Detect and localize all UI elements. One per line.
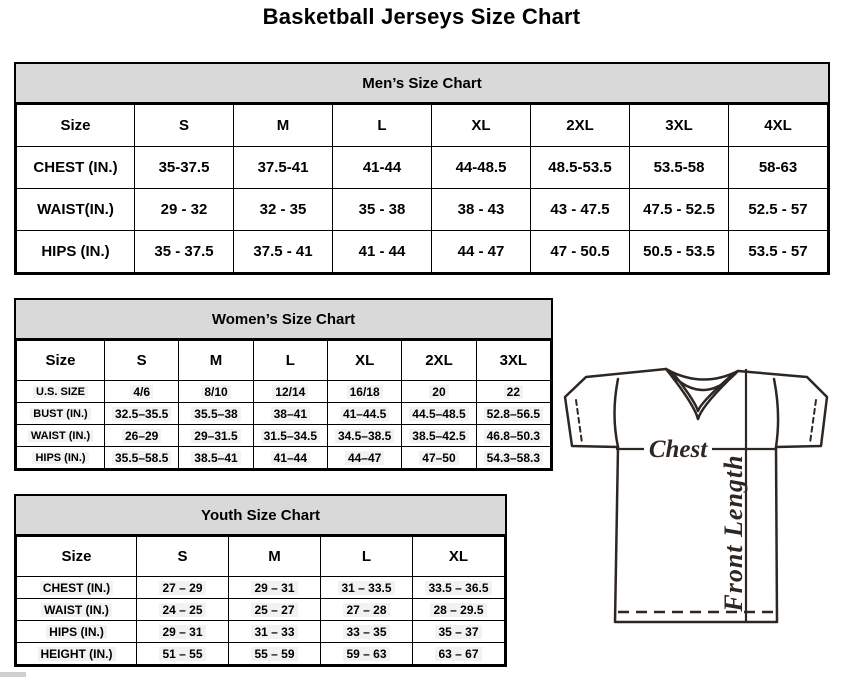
size-value-cell — [476, 403, 550, 425]
size-value-cell — [105, 425, 179, 447]
size-value-cell — [327, 403, 401, 425]
youth-chart-header: Youth Size Chart — [16, 496, 505, 536]
column-header: 3XL — [476, 341, 550, 381]
column-header: L — [253, 341, 327, 381]
size-value: 29–31.5 — [191, 429, 240, 443]
chest-label: Chest — [648, 436, 708, 463]
size-value-cell — [432, 231, 531, 273]
row-label-text: WAIST (IN.) — [28, 430, 93, 442]
column-header: XL — [432, 105, 531, 147]
size-value: 35-37.5 — [158, 159, 210, 176]
size-value-cell — [402, 381, 476, 403]
column-header: 4XL — [729, 105, 828, 147]
size-value: 27 – 28 — [343, 603, 389, 617]
size-value: 44.5–48.5 — [409, 407, 468, 421]
size-value: 28 – 29.5 — [430, 603, 486, 617]
bottom-left-crop-artifact — [0, 672, 26, 677]
row-label — [17, 621, 137, 643]
size-value: 41-44 — [362, 159, 402, 176]
size-value: 52.8–56.5 — [484, 407, 543, 421]
size-value: 55 – 59 — [251, 647, 297, 661]
size-value-cell — [476, 381, 550, 403]
row-label — [17, 403, 105, 425]
row-label — [17, 577, 137, 599]
size-value: 27 – 29 — [159, 581, 205, 595]
size-value-cell — [137, 599, 229, 621]
size-value: 32.5–35.5 — [112, 407, 171, 421]
measurement-row — [17, 599, 505, 621]
size-value-cell — [229, 599, 321, 621]
jersey-measurement-diagram — [556, 356, 843, 630]
column-header: S — [137, 537, 229, 577]
measurement-row — [17, 621, 505, 643]
size-value: 35 - 37.5 — [154, 243, 214, 260]
size-value: 41 - 44 — [358, 243, 406, 260]
row-label — [17, 447, 105, 469]
size-value: 29 - 32 — [160, 201, 208, 218]
size-value-cell — [105, 403, 179, 425]
column-header: S — [135, 105, 234, 147]
size-value: 26–29 — [122, 429, 161, 443]
size-value-cell — [327, 425, 401, 447]
size-value: 33 – 35 — [343, 625, 389, 639]
size-value: 43 - 47.5 — [550, 201, 610, 218]
row-label-text: HIPS (IN.) — [46, 625, 107, 639]
size-value-cell — [179, 447, 253, 469]
measurement-row — [17, 381, 551, 403]
size-value: 12/14 — [272, 385, 308, 399]
size-value-cell — [137, 577, 229, 599]
size-value-cell — [229, 577, 321, 599]
size-value-cell — [531, 231, 630, 273]
row-label — [17, 599, 137, 621]
size-value: 35.5–38 — [191, 407, 240, 421]
size-value: 35 - 38 — [358, 201, 406, 218]
size-value-cell — [179, 425, 253, 447]
size-value-cell — [333, 231, 432, 273]
size-value-cell — [253, 403, 327, 425]
size-value-cell — [327, 447, 401, 469]
row-label — [17, 381, 105, 403]
row-label-text: CHEST (IN.) — [40, 581, 113, 595]
size-value-cell — [413, 643, 505, 665]
size-value-cell — [137, 643, 229, 665]
row-label-text: WAIST(IN.) — [37, 201, 114, 218]
measurement-row — [17, 643, 505, 665]
size-value: 47–50 — [419, 451, 458, 465]
womens-chart-header: Women’s Size Chart — [16, 300, 551, 340]
size-value-cell — [729, 231, 828, 273]
size-value-cell — [234, 189, 333, 231]
size-value-cell — [253, 381, 327, 403]
size-value: 31 – 33.5 — [338, 581, 394, 595]
mens-size-chart — [14, 62, 830, 275]
size-value-cell — [476, 447, 550, 469]
row-label — [17, 231, 135, 273]
size-value: 38.5–42.5 — [409, 429, 468, 443]
size-value: 53.5-58 — [653, 159, 705, 176]
size-value: 48.5-53.5 — [548, 159, 612, 176]
row-label-text: HIPS (IN.) — [41, 243, 110, 260]
size-corner-header: Size — [17, 341, 105, 381]
size-value-cell — [253, 425, 327, 447]
measurement-row — [17, 147, 828, 189]
size-value-cell — [135, 147, 234, 189]
size-value-cell — [413, 577, 505, 599]
size-corner-header: Size — [17, 105, 135, 147]
size-value: 20 — [429, 385, 448, 399]
measurement-row — [17, 231, 828, 273]
size-value-cell — [321, 599, 413, 621]
size-value-cell — [321, 643, 413, 665]
size-value-cell — [402, 447, 476, 469]
measurement-row — [17, 403, 551, 425]
size-value: 31 – 33 — [251, 625, 297, 639]
size-value: 37.5 - 41 — [253, 243, 313, 260]
row-label-text: U.S. SIZE — [33, 386, 88, 398]
size-value-cell — [229, 643, 321, 665]
column-header-row — [17, 537, 505, 577]
column-header: L — [321, 537, 413, 577]
size-value: 35 – 37 — [435, 625, 481, 639]
size-value: 35.5–58.5 — [112, 451, 171, 465]
row-label — [17, 147, 135, 189]
measurement-row — [17, 425, 551, 447]
size-value: 16/18 — [347, 385, 383, 399]
column-header-row — [17, 105, 828, 147]
size-value: 33.5 – 36.5 — [425, 581, 491, 595]
column-header: 2XL — [531, 105, 630, 147]
size-value: 37.5-41 — [257, 159, 309, 176]
mens-chart-header: Men’s Size Chart — [16, 64, 828, 104]
size-value: 32 - 35 — [259, 201, 307, 218]
size-value-cell — [234, 231, 333, 273]
size-value-cell — [476, 425, 550, 447]
column-header: 2XL — [402, 341, 476, 381]
front-length-label: Front Length — [719, 454, 748, 612]
size-value-cell — [630, 147, 729, 189]
size-value: 53.5 - 57 — [748, 243, 808, 260]
size-value-cell — [333, 147, 432, 189]
column-header: 3XL — [630, 105, 729, 147]
size-value-cell — [402, 403, 476, 425]
row-label — [17, 425, 105, 447]
size-value: 29 – 31 — [159, 625, 205, 639]
size-value-cell — [531, 189, 630, 231]
row-label-text: HEIGHT (IN.) — [38, 647, 116, 661]
column-header: L — [333, 105, 432, 147]
size-value-cell — [321, 577, 413, 599]
size-corner-header: Size — [17, 537, 137, 577]
measurement-row — [17, 447, 551, 469]
column-header: M — [179, 341, 253, 381]
row-label-text: WAIST (IN.) — [41, 603, 112, 617]
size-value-cell — [531, 147, 630, 189]
size-value: 59 – 63 — [343, 647, 389, 661]
size-value-cell — [729, 189, 828, 231]
size-value: 24 – 25 — [159, 603, 205, 617]
size-value: 54.3–58.3 — [484, 451, 543, 465]
size-value-cell — [630, 189, 729, 231]
size-value-cell — [179, 381, 253, 403]
size-value: 52.5 - 57 — [748, 201, 808, 218]
size-value: 51 – 55 — [159, 647, 205, 661]
size-value-cell — [234, 147, 333, 189]
measurement-row — [17, 189, 828, 231]
size-value: 25 – 27 — [251, 603, 297, 617]
size-value: 34.5–38.5 — [335, 429, 394, 443]
column-header: M — [229, 537, 321, 577]
size-value: 47.5 - 52.5 — [643, 201, 715, 218]
column-header: XL — [327, 341, 401, 381]
size-value: 38–41 — [271, 407, 310, 421]
size-value-cell — [432, 189, 531, 231]
column-header: XL — [413, 537, 505, 577]
size-value: 63 – 67 — [435, 647, 481, 661]
size-value: 38 - 43 — [457, 201, 505, 218]
column-header: M — [234, 105, 333, 147]
size-value-cell — [135, 189, 234, 231]
womens-size-chart — [14, 298, 553, 471]
size-value: 44-48.5 — [455, 159, 507, 176]
size-value-cell — [413, 621, 505, 643]
size-value: 29 – 31 — [251, 581, 297, 595]
size-value-cell — [321, 621, 413, 643]
size-value: 58-63 — [758, 159, 798, 176]
row-label-text: HIPS (IN.) — [32, 452, 88, 464]
womens-size-table — [16, 340, 551, 469]
mens-size-table — [16, 104, 828, 273]
size-value: 31.5–34.5 — [261, 429, 320, 443]
size-value-cell — [333, 189, 432, 231]
size-value-cell — [135, 231, 234, 273]
row-label — [17, 189, 135, 231]
size-value: 8/10 — [201, 385, 230, 399]
size-value: 22 — [504, 385, 523, 399]
youth-size-table — [16, 536, 505, 665]
size-value-cell — [729, 147, 828, 189]
column-header-row — [17, 341, 551, 381]
size-value-cell — [413, 599, 505, 621]
row-label — [17, 643, 137, 665]
size-value: 50.5 - 53.5 — [643, 243, 715, 260]
row-label-text: CHEST (IN.) — [33, 159, 118, 176]
measurement-row — [17, 577, 505, 599]
size-value-cell — [229, 621, 321, 643]
row-label-text: BUST (IN.) — [30, 408, 90, 420]
size-value: 41–44.5 — [340, 407, 389, 421]
size-value-cell — [402, 425, 476, 447]
size-value-cell — [253, 447, 327, 469]
size-value: 41–44 — [271, 451, 310, 465]
size-value-cell — [432, 147, 531, 189]
size-value-cell — [105, 447, 179, 469]
size-value: 38.5–41 — [191, 451, 240, 465]
size-value-cell — [137, 621, 229, 643]
size-value-cell — [327, 381, 401, 403]
size-value: 4/6 — [130, 385, 153, 399]
youth-size-chart — [14, 494, 507, 667]
size-value: 46.8–50.3 — [484, 429, 543, 443]
size-value: 44–47 — [345, 451, 384, 465]
size-value-cell — [105, 381, 179, 403]
size-value-cell — [630, 231, 729, 273]
column-header: S — [105, 341, 179, 381]
page-title: Basketball Jerseys Size Chart — [262, 4, 581, 29]
size-value-cell — [179, 403, 253, 425]
size-value: 44 - 47 — [457, 243, 505, 260]
size-value: 47 - 50.5 — [550, 243, 610, 260]
